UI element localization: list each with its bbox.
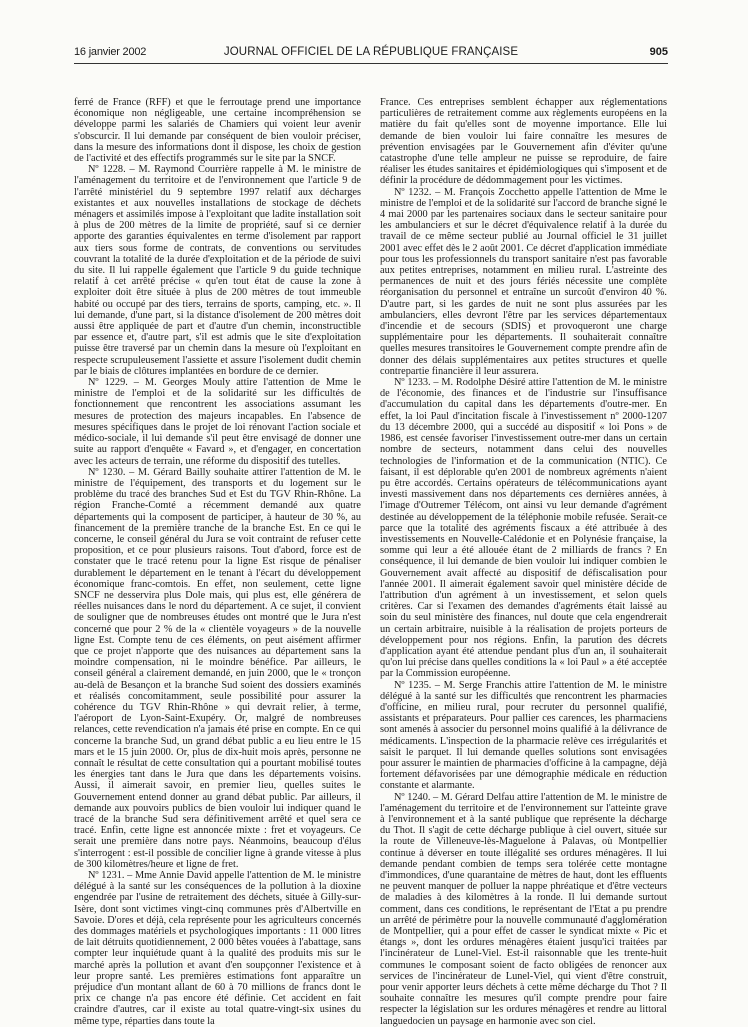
question-1230: Nº 1230. – M. Gérard Bailly souhaite attirer l'attention de M. le ministre de l'équipement, des transports et du logement sur le problème du tracé des branches Sud et Est du TGV Rhin-Rhône. La région Franche-Comté a récemment demandé aux quatre départements qui la composent de participer, à hauteur de 30 %, au financement de la première tranche de la branche Est. En ce qui le concerne, le conseil général du Jura se voit contraint de refuser cette proposition, et ce pour plusieurs raisons. Tout d'abord, force est de constater que le tracé retenu pour la ligne Est risque de pénaliser durablement le département en le tenant à l'écart du développement économique franc-comtois. En effet, non seulement, cette ligne SNCF ne desservira plus Dole mais, qui plus est, elle générera de réelles nuisances dans le nord du département. A ce sujet, il convient de souligner que de nombreuses études ont montré que le Jura n'est concerné que pour 2 % de la « clientèle voyageurs » de la nouvelle ligne Est. Compte tenu de ces éléments, on peut aisément affirmer que ce projet n'apporte que des nuisances au département sans la moindre compensation, ni le moindre bénéfice. Par ailleurs, le conseil général a clairement demandé, en juin 2000, que le « tronçon au-delà de Besançon et la branche Sud soient des dossiers examinés et réalisés concomitamment, seule possibilité pour assurer la cohérence du TGV Rhin-Rhône » qui devrait relier, à terme, l'aéroport de Lyon-Saint-Exupéry. Or, malgré de nombreuses relances, cette revendication n'a jamais été prise en compte. En ce qui concerne la branche Sud, un grand débat public a eu lieu entre le 15 mars et le 15 juin 2000. Or, plus de dix-huit mois après, personne ne connaît le résultat de cette consultation qui a pourtant mobilisé toutes les énergies tant dans le Jura que dans les départements voisins. Aussi, il aimerait savoir, en premier lieu, quelles suites le Gouvernement entend donner au grand débat public. Par ailleurs, il demande aux pouvoirs publics de bien vouloir lui indiquer quand le tracé de la branche Sud sera définitivement arrêté et quel sera ce tracé. Enfin, cette ligne est annoncée mixte : fret et voyageurs. Ce serait une première dans notre pays. Néanmoins, beaucoup d'élus s'interrogent : est-il possible de concilier ligne à grande vitesse à plus de 300 kilomètres/heure et ligne de fret. [74, 466, 361, 870]
header-title: JOURNAL OFFICIEL DE LA RÉPUBLIQUE FRANÇAISE [223, 46, 519, 58]
paragraph-continuation: ferré de France (RFF) et que le ferroutage prend une importance économique non négligeable, une certaine incompréhension se développe parmi les salariés de Chamiers qui voient leur avenir s'obscurcir. Il lui demande par conséquent de bien vouloir préciser, dans la mesure des informations dont il dispose, les choix de gestion de l'activité et des effectifs programmés sur le site par la SNCF. [74, 97, 361, 165]
header-rule [74, 63, 668, 64]
question-1232: Nº 1232. – M. François Zocchetto appelle l'attention de Mme le ministre de l'emploi et de la solidarité sur l'accord de branche signé le 4 mai 2000 par les partenaires sociaux dans le secteur sanitaire pour les ambulanciers et sur le décret d'équivalence relatif à la durée du travail de ce même secteur publié au Journal officiel le 31 juillet 2001 avec effet dès le 2 août 2001. Ce décret d'application immédiate pour tous les professionnels du transport sanitaire n'est pas favorable aux petites entreprises, notamment en milieu rural. L'astreinte des permanences de nuit et des jours fériés nécessite une complète réorganisation du personnel et entraîne un surcoût d'environ 40 %. D'autre part, si les gardes de nuit ne sont plus assurées par les ambulanciers, elles devront l'être par les services départementaux d'incendie et de secours (SDIS) et provoqueront une charge supplémentaire pour les départements. Il souhaiterait connaître quelles mesures transitoires le Gouvernement compte prendre afin de donner des délais supplémentaires aux petites structures et quelle contrepartie financière il leur assurera. [380, 186, 667, 377]
header-date: 16 janvier 2002 [74, 46, 147, 58]
question-1231: Nº 1231. – Mme Annie David appelle l'attention de M. le ministre délégué à la santé sur les conséquences de la pollution à la dioxine engendrée par l'usine de retraitement des déchets, située à Gilly-sur-Isère, dont sont victimes vingt-cinq communes près d'Albertville en Savoie. D'ores et déjà, cela représente pour les agriculteurs concernés des dommages matériels et psychologiques importants : 11 000 litres de lait détruits quotidiennement, 2 000 bêtes vouées à l'abattage, sans compter leur inquiétude quant à la qualité des produits mis sur le marché après la pollution et avant d'en soupçonner l'existence et à leur propre santé. Les premières estimations font apparaître un préjudice d'un montant allant de 60 à 70 millions de francs dont le prix ce change n'a pas encore été définie. Cet accident en fait craindre d'autres, car il existe au total quatre-vingt-six usines du même type, réparties dans toute la [74, 870, 361, 1027]
question-1235: Nº 1235. – M. Serge Franchis attire l'attention de M. le ministre délégué à la santé sur les difficultés que rencontrent les pharmacies d'officine, en milieu rural, pour recruter du personnel qualifié, assistants et préparateurs. Pour pallier ces carences, les pharmaciens sont amenés à associer du personnel moins qualifié à la délivrance de médicaments. L'inspection de la pharmacie relève ces irrégularités et saisit le parquet. Il lui demande quelles solutions sont envisagées pour assurer le maintien de pharmacies d'officine à la campagne, déjà fortement défavorisées par une démographie médicale en réduction constante et alarmante. [380, 679, 667, 792]
question-1233: Nº 1233. – M. Rodolphe Désiré attire l'attention de M. le ministre de l'économie, des finances et de l'industrie sur l'insuffisance d'accumulation du capital dans les départements d'outre-mer. En effet, la loi Paul d'incitation fiscale à l'investissement nº 2000-1207 du 13 décembre 2000, qui a succédé au dispositif « loi Pons » de 1986, est censée favoriser l'investissement outre-mer dans un certain nombre de secteurs, notamment dans celui des nouvelles technologies de l'information et de la communication (NTIC). Ce faisant, il est déplorable qu'en 2001 de nombreux agréments n'aient pu être accordés. Certains opérateurs de télécommunications ayant investi massivement dans nos départements ces dernières années, à l'image d'Outremer Télécom, ont ainsi vu leur demande d'agrément destinée au développement de la téléphonie mobile refusée. Serait-ce parce que la totalité des agréments fiscaux a été attribuée à des investissements en Nouvelle-Calédonie et en Polynésie française, la somme qui leur a été allouée étant de 2 milliards de francs ? En conséquence, il lui demande de bien vouloir lui indiquer combien le Gouvernement avait affecté au dispositif de défiscalisation pour l'année 2001. Il aimerait également savoir quel ministère décide de l'attribution d'un agrément à un investissement, et selon quels critères. Car si l'examen des demandes d'agréments était laissé au soin du seul ministère des finances, nul doute que cela engendrerait un certain arbitraire, nuisible à la réalisation de projets porteurs de développement pour nos régions. Enfin, la parution des décrets d'application ayant été attendue pendant plus d'un an, il souhaiterait qu'on lui précise dans quelles conditions la « loi Paul » a été acceptée par la Commission européenne. [380, 377, 667, 680]
question-1240: Nº 1240. – M. Gérard Delfau attire l'attention de M. le ministre de l'aménagement du territoire et de l'environnement sur l'atteinte grave à l'environnement et à la santé publique que représente la décharge du Thot. Il s'agit de cette décharge publique à ciel ouvert, située sur la route de Villeneuve-lès-Maguelone à Palavas, où Montpellier continue à déverser en toute illégalité ses ordures ménagères. Il lui demande pendant combien de temps sera tolérée cette montagne d'immondices, d'une quarantaine de mètres de haut, dont les effluents ne peuvent manquer de polluer la nappe phréatique et d'être vecteurs de maladies à des kilomètres à la ronde. Il lui demande surtout comment, dans ces conditions, le représentant de l'Etat a pu prendre un arrêté de périmètre pour la nouvelle communauté d'agglomération de Montpellier, qui a pour effet de casser le syndicat mixte « Pic et étangs », dont les ordures ménagères étaient jusqu'ici traitées par l'incinérateur de Lunel-Viel. Est-il raisonnable que les trente-huit communes le composant soient de facto obligées de renoncer aux services de l'incinérateur de Lunel-Viel, qui vient d'être construit, pour venir apporter leurs déchets à cette même décharge du Thot ? Il souhaite connaître les mesures qu'il compte prendre pour faire respecter la législation sur les ordures ménagères et rendre au littoral languedocien un paysage en harmonie avec son ciel. [380, 791, 667, 1027]
header-page-number: 905 [649, 46, 668, 58]
paragraph-continuation-1231: France. Ces entreprises semblent échapper aux réglementations particulières de retraitement comme aux règlements européens en la matière du fait qu'elles sont de moyenne importance. Elle lui demande de bien vouloir lui faire connaître les mesures de prévention envisagées par le Gouvernement afin d'éviter qu'une catastrophe d'une telle ampleur ne puisse se reproduire, de faire réaliser les études sanitaires et épidémiologiques qui s'imposent et de définir la procédure de dédommagement pour les victimes. [380, 97, 667, 187]
right-column [380, 97, 667, 1027]
question-1228: Nº 1228. – M. Raymond Courrière rappelle à M. le ministre de l'aménagement du territoire et de l'environnement que l'article 9 de l'arrêté ministériel du 9 septembre 1997 relatif aux décharges existantes et aux nouvelles installations de stockage de déchets ménagers et assimilés impose à l'exploitant que ladite installation soit à plus de 200 mètres de la limite de propriété, sauf si ce dernier apporte des garanties équivalentes en terme d'isolement par rapport aux tiers sous forme de contrats, de conventions ou servitudes couvrant la totalité de la durée d'exploitation et de la période de suivi du site. Il lui rappelle également que l'article 9 du guide technique relatif à cet arrêté précise « qu'en tout état de cause la zone à exploiter doit être située à plus de 200 mètres de tout immeuble habité ou occupé par des tiers, terrains de sports, camping, etc. ». Il lui demande, d'une part, si la distance d'isolement de 200 mètres doit aussi être appliquée de part et d'autre d'un chemin, inconstructible par essence et, d'autre part, s'il est admis que le site d'exploitation puisse être traversé par un chemin dans la mesure où l'exploitant en respecte scrupuleusement l'assiette et assure l'isolement dudit chemin par le biais de clôtures implantées en bordure de ce dernier. [74, 164, 361, 377]
left-column [74, 97, 361, 1027]
question-1229: Nº 1229. – M. Georges Mouly attire l'attention de Mme le ministre de l'emploi et de la solidarité sur les difficultés de fonctionnement que rencontrent les associations assumant les mesures de protection des majeurs incapables. En l'absence de mesures spécifiques dans le projet de loi rénovant l'action sociale et médico-sociale, il lui demande s'il peut être envisagé de donner une suite au rapport d'enquête « Favard », et d'engager, en concertation avec les acteurs de terrain, une réforme du dispositif des tutelles. [74, 377, 361, 467]
page-header [74, 46, 668, 64]
